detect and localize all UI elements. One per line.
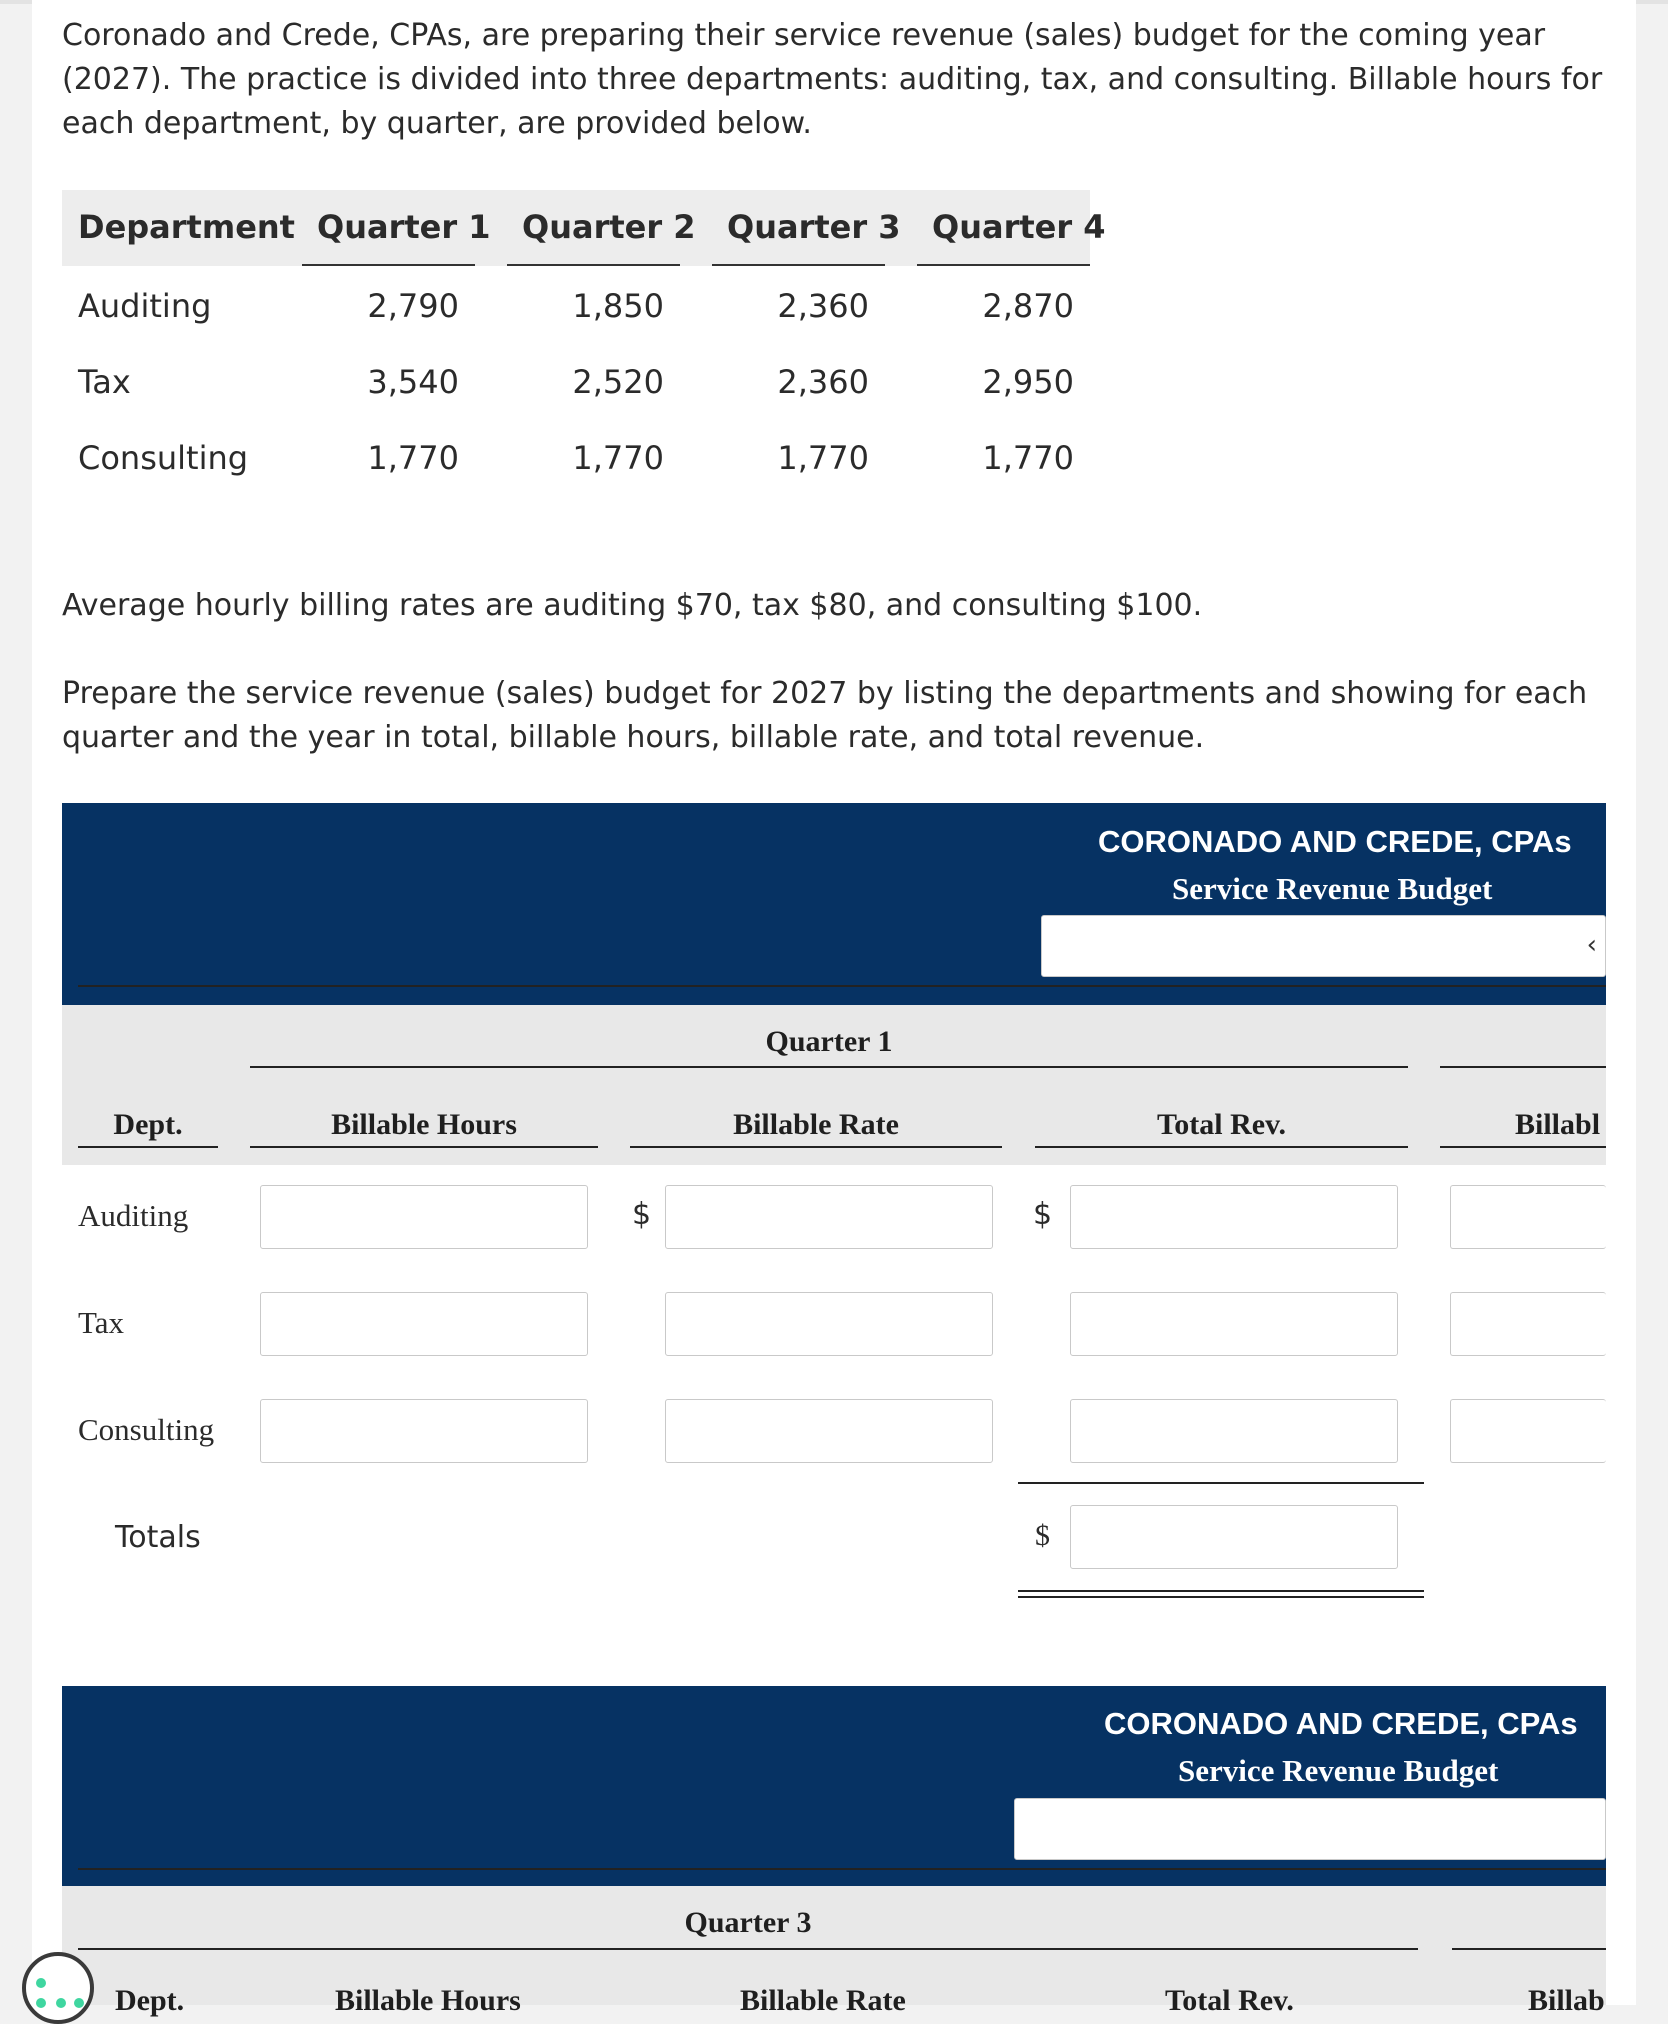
- given-cell: 2,360: [777, 287, 869, 325]
- given-cell: 2,360: [777, 363, 869, 401]
- given-cell: 1,770: [367, 439, 459, 477]
- col-rev-2: Total Rev.: [1165, 1984, 1294, 2017]
- col-hours-underline: [250, 1146, 598, 1148]
- col-dept-underline: [78, 1146, 218, 1148]
- q2-underline: [507, 264, 680, 266]
- banner-rule-2: [78, 1868, 1606, 1870]
- company-title-1: CORONADO AND CREDE, CPAs: [1098, 824, 1572, 859]
- cookie-dot: [36, 1978, 46, 1988]
- col-dept-1: Dept.: [113, 1108, 183, 1141]
- auditing-next-hours-input[interactable]: [1450, 1185, 1606, 1249]
- row-label-consulting: Consulting: [78, 1412, 215, 1447]
- auditing-hours-input[interactable]: [260, 1185, 588, 1249]
- auditing-rate-input[interactable]: [665, 1185, 993, 1249]
- tax-revenue-input[interactable]: [1070, 1292, 1398, 1356]
- col-next-2: Billab: [1528, 1984, 1605, 2017]
- col-rate-2: Billable Rate: [740, 1984, 906, 2017]
- col-hours-2: Billable Hours: [335, 1984, 521, 2017]
- row-label-auditing: Auditing: [78, 1198, 189, 1233]
- given-cell: 1,770: [982, 439, 1074, 477]
- total-double-rule-top: [1018, 1590, 1424, 1592]
- quarter-underline-2: [78, 1948, 1418, 1950]
- row-label-totals: Totals: [115, 1520, 201, 1555]
- given-cell: 3,540: [367, 363, 459, 401]
- budget-subtitle-1: Service Revenue Budget: [1172, 871, 1493, 906]
- rates-text: Average hourly billing rates are auditing $70, tax $80, and consulting $100.: [62, 588, 1203, 623]
- currency-symbol: $: [1035, 1519, 1050, 1552]
- given-row-label: Consulting: [78, 439, 249, 477]
- total-double-rule-bottom: [1018, 1596, 1424, 1598]
- col-hours-1: Billable Hours: [331, 1108, 517, 1141]
- consulting-rate-input[interactable]: [665, 1399, 993, 1463]
- given-cell: 2,520: [572, 363, 664, 401]
- tax-hours-input[interactable]: [260, 1292, 588, 1356]
- chevron-left-icon: ‹: [1586, 930, 1597, 960]
- period-select-1[interactable]: [1041, 915, 1606, 977]
- given-cell: 1,770: [572, 439, 664, 477]
- row-label-tax: Tax: [78, 1305, 125, 1340]
- given-cell: 1,770: [777, 439, 869, 477]
- given-cell: 2,870: [982, 287, 1074, 325]
- q4-underline: [917, 264, 1090, 266]
- consulting-next-hours-input[interactable]: [1450, 1399, 1606, 1463]
- header-quarter-3: Quarter 3: [727, 208, 901, 246]
- quarter-label-2: Quarter 3: [684, 1906, 812, 1939]
- given-row-label: Auditing: [78, 287, 212, 325]
- cookie-dot: [36, 1998, 46, 2008]
- next-quarter-underline-2: [1452, 1948, 1606, 1950]
- instruction-text: Prepare the service revenue (sales) budget for 2027 by listing the departments and showing for each quarter and the year in total, billable hours, billable rate, and total revenue.: [62, 676, 1588, 755]
- q1-underline: [302, 264, 475, 266]
- cookie-consent-icon[interactable]: [22, 1952, 94, 2024]
- cookie-dot: [56, 1998, 66, 2008]
- next-quarter-underline-1: [1440, 1066, 1606, 1068]
- budget-subtitle-2: Service Revenue Budget: [1178, 1753, 1499, 1788]
- col-next-underline: [1440, 1146, 1606, 1148]
- col-rate-1: Billable Rate: [733, 1108, 899, 1141]
- col-dept-2: Dept.: [115, 1984, 185, 2017]
- tax-rate-input[interactable]: [665, 1292, 993, 1356]
- col-rev-1: Total Rev.: [1157, 1108, 1286, 1141]
- given-cell: 2,950: [982, 363, 1074, 401]
- given-cell: 1,850: [572, 287, 664, 325]
- header-quarter-4: Quarter 4: [932, 208, 1106, 246]
- currency-symbol: $: [1033, 1197, 1053, 1232]
- header-quarter-1: Quarter 1: [317, 208, 491, 246]
- subtotal-rule: [1018, 1482, 1424, 1484]
- header-quarter-2: Quarter 2: [522, 208, 696, 246]
- tax-next-hours-input[interactable]: [1450, 1292, 1606, 1356]
- cookie-dot: [74, 1998, 84, 2008]
- col-rate-underline: [630, 1146, 1002, 1148]
- header-department: Department: [78, 208, 295, 246]
- quarter-underline-1: [250, 1066, 1408, 1068]
- q3-underline: [712, 264, 885, 266]
- banner-rule-1: [78, 985, 1606, 987]
- consulting-hours-input[interactable]: [260, 1399, 588, 1463]
- quarter-label-1: Quarter 1: [765, 1025, 893, 1058]
- col-rev-underline: [1035, 1146, 1408, 1148]
- company-title-2: CORONADO AND CREDE, CPAs: [1104, 1706, 1578, 1741]
- currency-symbol: $: [632, 1197, 652, 1232]
- total-revenue-input[interactable]: [1070, 1505, 1398, 1569]
- auditing-revenue-input[interactable]: [1070, 1185, 1398, 1249]
- given-row-label: Tax: [78, 363, 131, 401]
- given-cell: 2,790: [367, 287, 459, 325]
- consulting-revenue-input[interactable]: [1070, 1399, 1398, 1463]
- intro-text: Coronado and Crede, CPAs, are preparing their service revenue (sales) budget for the coming year (2027). The practice is divided into three departments: auditing, tax, and consulting. Billable hours for each department, by quarter, are provided below.: [62, 18, 1603, 141]
- col-next-1: Billabl: [1515, 1108, 1601, 1141]
- period-select-2[interactable]: [1014, 1798, 1606, 1860]
